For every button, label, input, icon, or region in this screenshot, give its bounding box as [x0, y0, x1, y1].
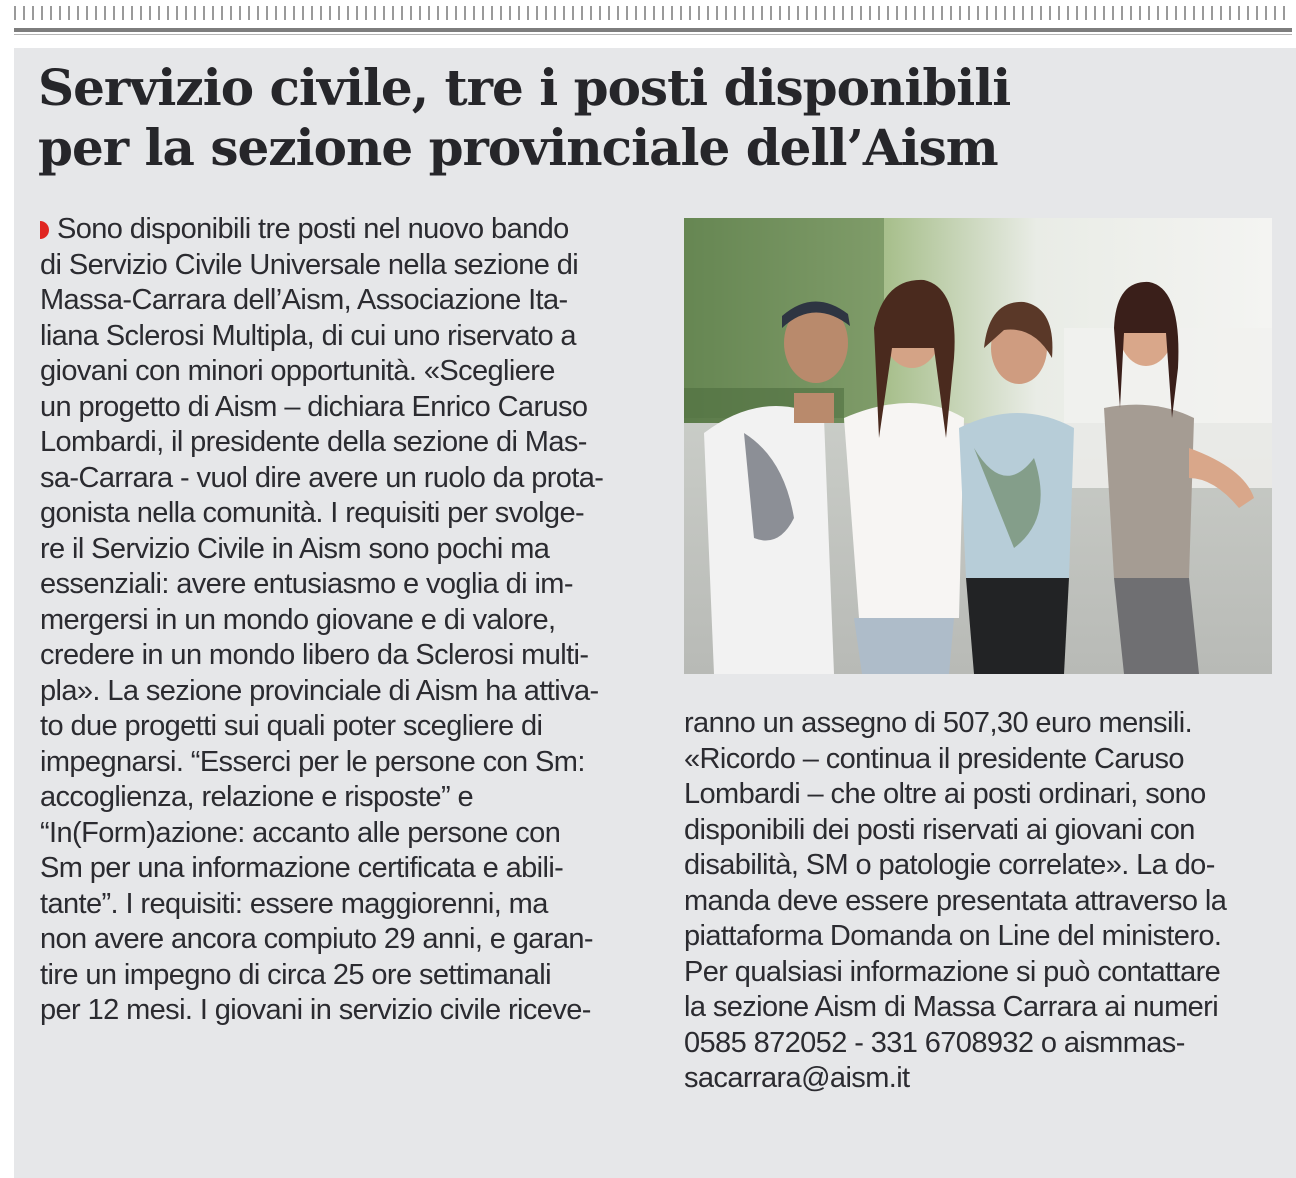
text-line: mergersi in un mondo giovane e di valore, [40, 603, 556, 636]
text-line: disabilità, SM o patologie correlate». La do- [684, 849, 1215, 881]
text-line: re il Servizio Civile in Aism sono pochi ma [40, 532, 550, 565]
text-line: Per qualsiasi informazione si può contattare [684, 955, 1221, 988]
text-line: giovani con minori opportunità. «Scegliere [40, 355, 555, 387]
text-line: un progetto di Aism – dichiara Enrico Caruso [40, 390, 588, 423]
text-line: «Ricordo – continua il presidente Caruso [684, 742, 1184, 775]
text-line: sa-Carrara - vuol dire avere un ruolo da prota- [40, 461, 604, 494]
text-line: essenziali: avere entusiasmo e voglia di im- [40, 568, 573, 600]
text-line: per 12 mesi. I giovani in servizio civile riceve- [40, 994, 591, 1026]
top-rule [14, 28, 1292, 32]
text-line: piattaforma Domanda on Line del ministero. [684, 920, 1222, 952]
text-line: Lombardi – che oltre ai posti ordinari, sono [684, 778, 1206, 810]
article-headline [38, 58, 1238, 178]
red-marker-icon [40, 221, 49, 239]
text-line: Sm per una informazione certificata e abili- [40, 852, 564, 884]
text-line: Sono disponibili tre posti nel nuovo bando [40, 212, 630, 248]
text-line: la sezione Aism di Massa Carrara ai numeri [684, 991, 1219, 1023]
text-line: credere in un mondo libero da Sclerosi multi- [40, 639, 589, 671]
article-photo [684, 218, 1272, 674]
text-line: to due progetti sui quali poter scegliere di [40, 710, 543, 742]
text-line: di Servizio Civile Universale nella sezione di [40, 248, 579, 281]
article-right-column [684, 706, 1274, 1097]
text-line: sacarrara@aism.it [684, 1062, 910, 1094]
text-line: non avere ancora compiuto 29 anni, e garan- [40, 923, 593, 955]
text-line: ranno un assegno di 507,30 euro mensili. [684, 707, 1193, 739]
text-line: tante”. I requisiti: essere maggiorenni, ma [40, 887, 548, 920]
headline-line: Servizio civile, tre i posti disponibili [38, 58, 1011, 117]
text-line: pla». La sezione provinciale di Aism ha attiva- [40, 674, 599, 707]
text-line: 0585 872052 - 331 6708932 o aismmas- [684, 1026, 1185, 1059]
article-left-column [40, 212, 630, 1029]
text-line: manda deve essere presentata attraverso la [684, 884, 1227, 917]
text-line: accoglienza, relazione e risposte” e [40, 781, 473, 813]
text-line: disponibili dei posti riservati ai giovani con [684, 813, 1195, 846]
headline-line: per la sezione provinciale dell’Aism [38, 118, 998, 177]
article-panel [14, 48, 1296, 1178]
text-line: Massa-Carrara dell’Aism, Associazione Ita- [40, 284, 568, 316]
page-ruler [14, 6, 1292, 20]
text-line: tire un impegno di circa 25 ore settimanali [40, 958, 551, 991]
text-line: “In(Form)azione: accanto alle persone con [40, 816, 561, 849]
top-rule-thin [14, 34, 1292, 35]
text-line: Lombardi, il presidente della sezione di Mas- [40, 426, 587, 458]
text-line: liana Sclerosi Multipla, di cui uno riservato a [40, 319, 576, 352]
text-line: impegnarsi. “Esserci per le persone con Sm: [40, 745, 585, 778]
text-line: gonista nella comunità. I requisiti per svolge- [40, 497, 585, 529]
